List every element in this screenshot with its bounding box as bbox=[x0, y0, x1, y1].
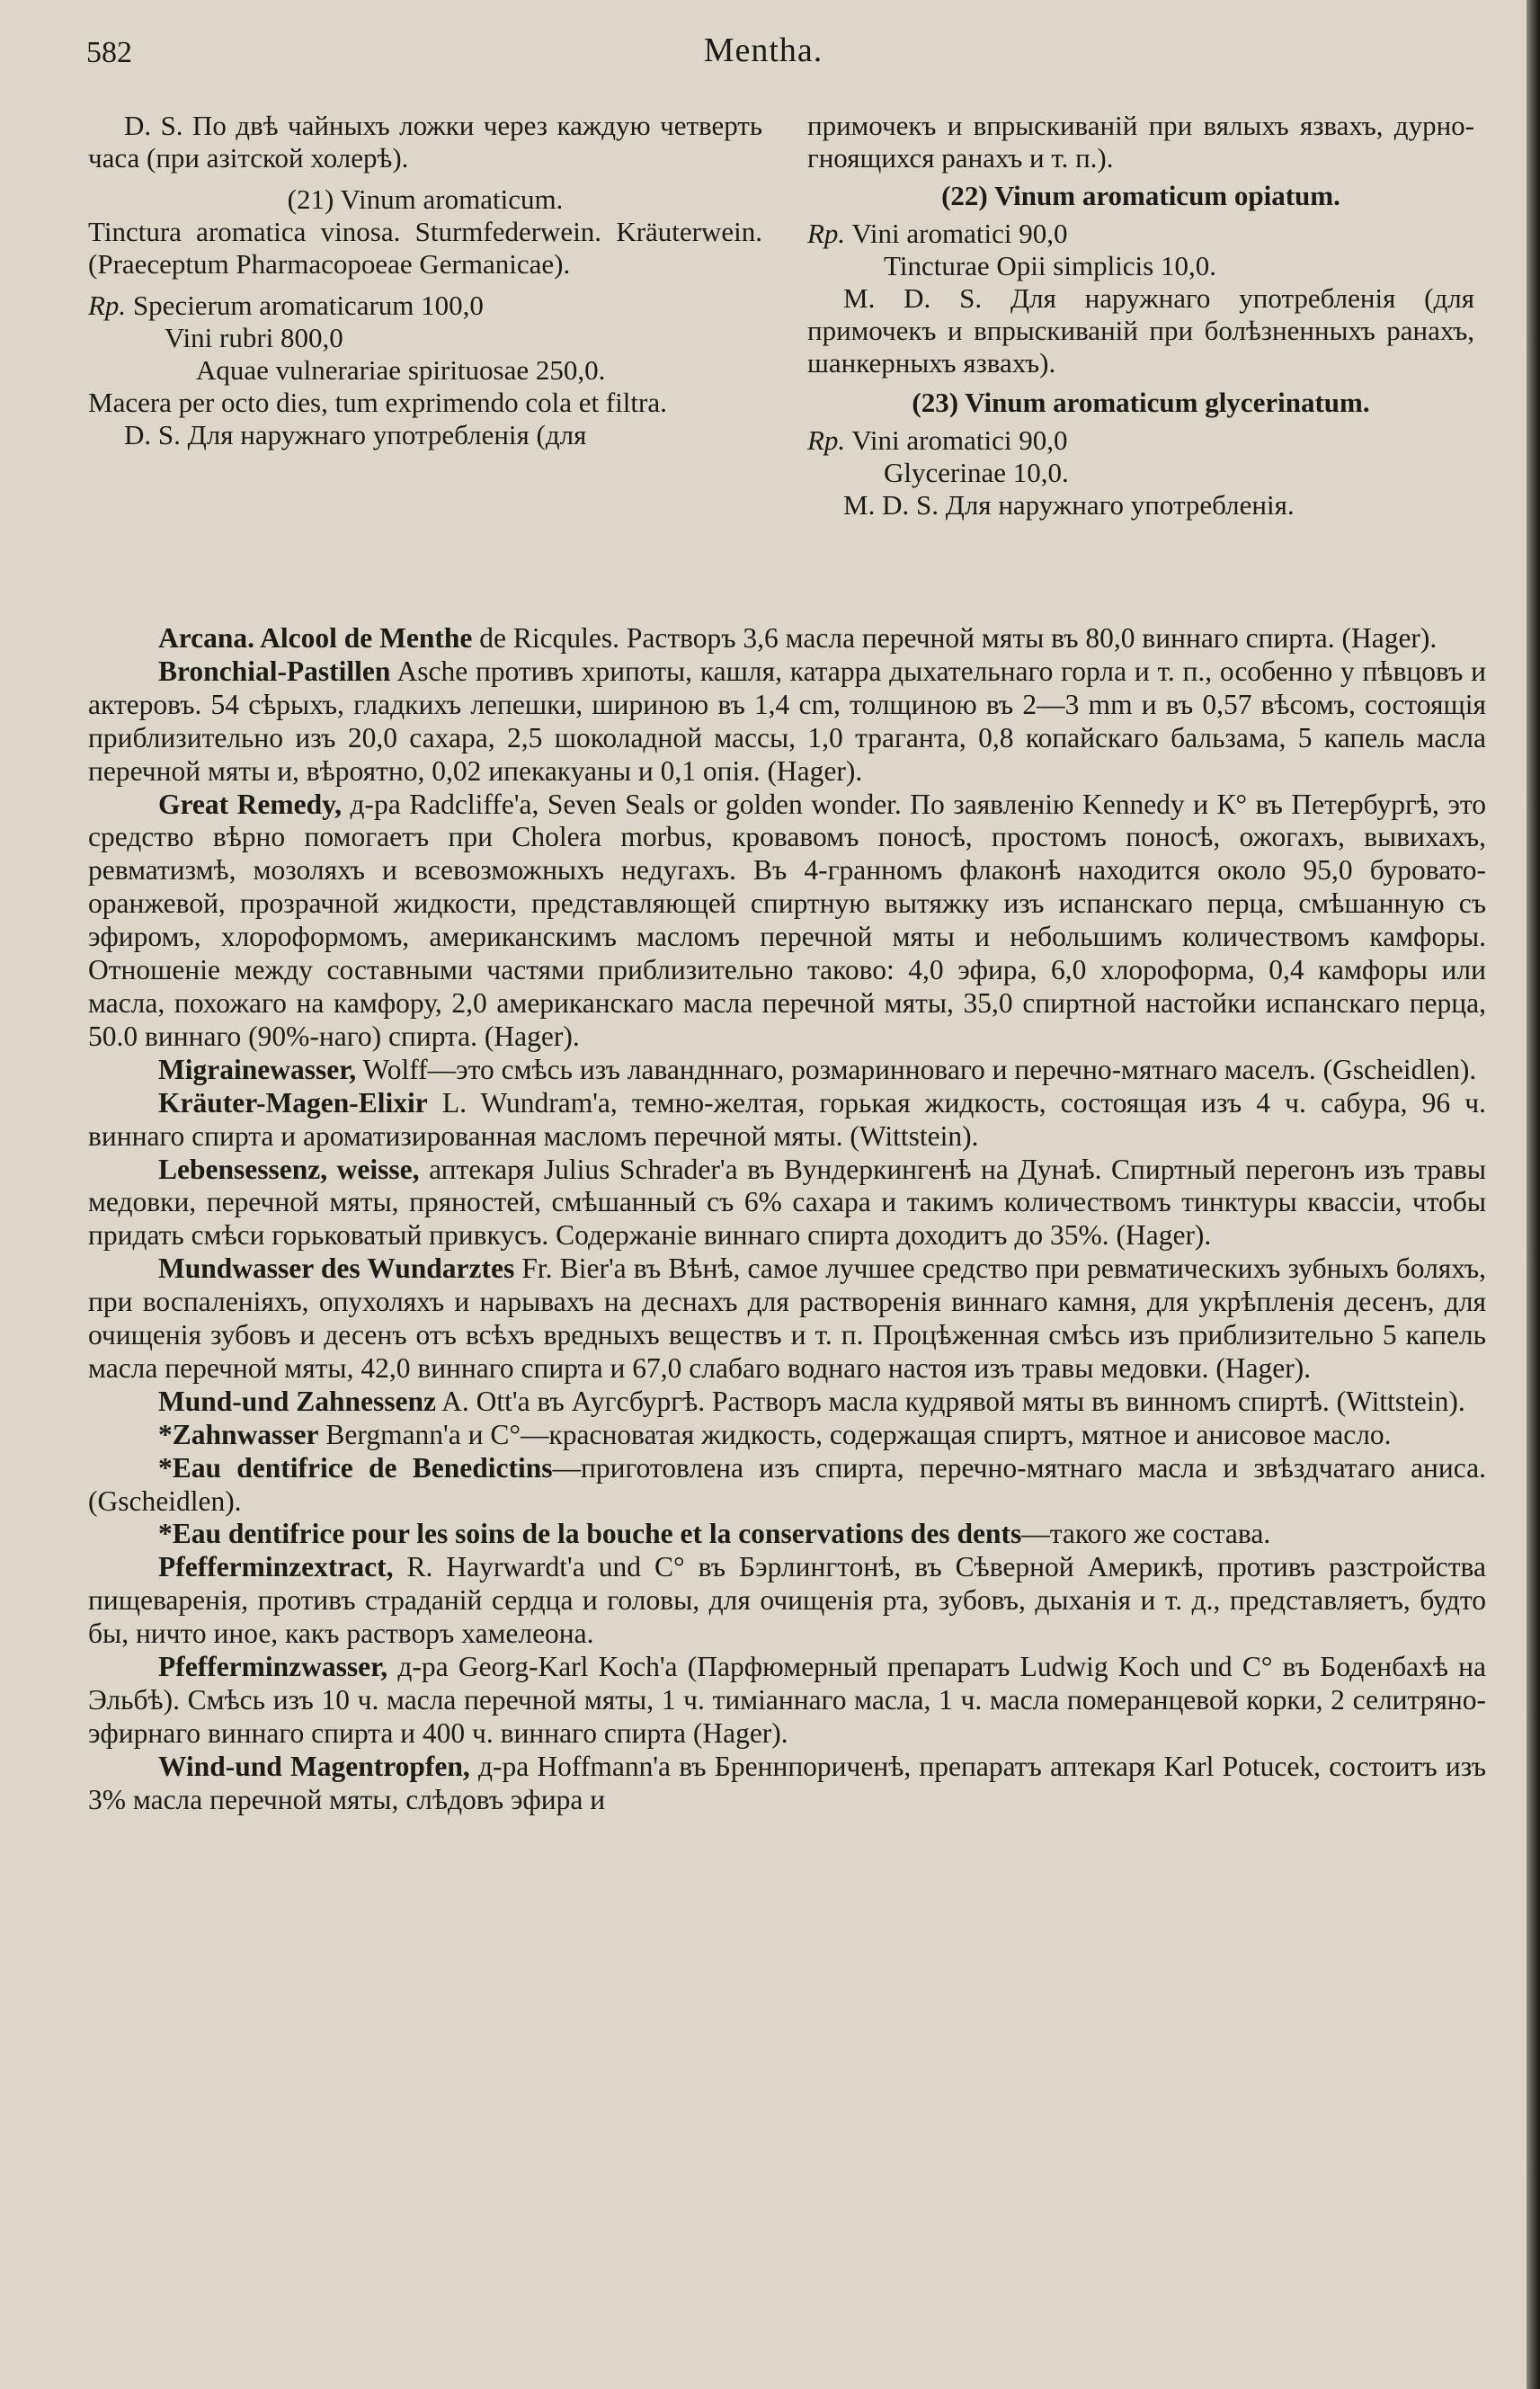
recipe-line bbox=[88, 290, 762, 322]
recipe-ingredient: Specierum aromaticarum 100,0 bbox=[132, 290, 484, 321]
entry-title: Wind-und Magentropfen, bbox=[158, 1750, 470, 1782]
entry bbox=[88, 622, 1486, 655]
recipe-line bbox=[807, 218, 1474, 250]
entry-title: Migrainewasser, bbox=[158, 1053, 357, 1085]
entry-text: —такого же состава. bbox=[1021, 1518, 1271, 1550]
recipe-heading-22: (22) Vinum aromaticum opiatum. bbox=[941, 180, 1340, 211]
entry-text: д-ра Radcliffe'a, Seven Seals or golden wonder. По заявленiю Kennedy и К° въ Петербургѣ, это средство вѣрно помогаетъ при Cholera morbus, кровавомъ поносѣ, простомъ поносѣ, ожогахъ, вывихахъ, ревматизмѣ, мозоляхъ и всевозможныхъ недугахъ. Въ 4-гранномъ флаконѣ находится около 95,0 буровато-оранжевой, прозрачной жидкости, представляющей спиртную вытяжку изъ испанскаго перца, смѣшанную съ эфиромъ, хлороформомъ, американскимъ масломъ перечной мяты и небольшимъ количествомъ камфоры. Отношенiе между составными частями приблизительно таково: 4,0 эфира, 6,0 хлороформа, 0,4 камфоры или масла, похожаго на камфору, 2,0 американскаго масла перечной мяты, 35,0 спиртной настойки испанскаго перца, 50.0 виннаго (90%-наго) спирта. (Hager). bbox=[88, 788, 1486, 1052]
recipe-instruction: Macera per octo dies, tum exprimendo cola et filtra. bbox=[88, 387, 667, 418]
recipe-heading-23: (23) Vinum aromaticum glycerinatum. bbox=[912, 387, 1370, 418]
entry-title: Lebensessenz, weisse, bbox=[158, 1153, 420, 1185]
entry bbox=[88, 1054, 1486, 1087]
entry-title: Bronchial-Pastillen bbox=[158, 655, 391, 687]
entry bbox=[88, 1551, 1486, 1651]
page-number: 582 bbox=[86, 36, 132, 69]
rp-label: Rp. bbox=[88, 290, 127, 321]
entry-title: Pfefferminzextract, bbox=[158, 1551, 394, 1583]
entry-text: д-ра Hoffmann'a въ Бреннпориченѣ, препаратъ аптекаря Karl Potucek, состоитъ изъ 3% масла перечной мяты, слѣдовъ эфира и bbox=[88, 1750, 1486, 1815]
entry-title: *Zahnwasser bbox=[158, 1418, 319, 1450]
entry-title: Mund-und Zahnessenz bbox=[158, 1385, 436, 1417]
recipe-ingredient: Tincturae Opii simplicis 10,0. bbox=[884, 250, 1216, 281]
entry-text: de Ricqules. Растворъ 3,6 масла перечной мяты въ 80,0 виннаго спирта. (Hager). bbox=[472, 622, 1438, 654]
recipe-synonyms: Tinctura aromatica vinosa. Sturmfederwein. Kräuterwein. (Praeceptum Pharmacopoeae Germanicae). bbox=[88, 216, 762, 280]
entry-text: Bergmann'a и С°—красноватая жидкость, содержащая спиртъ, мятное и анисовое масло. bbox=[318, 1418, 1392, 1450]
recipe-ingredient: Aquae vulnerariae spirituosae 250,0. bbox=[196, 354, 606, 386]
book-edge bbox=[1527, 0, 1540, 2389]
arcana-entries bbox=[88, 622, 1486, 1817]
entry bbox=[88, 1452, 1486, 1519]
entry bbox=[88, 1651, 1486, 1751]
right-column bbox=[807, 110, 1474, 521]
rp-label: Rp. bbox=[807, 218, 846, 249]
entry bbox=[88, 655, 1486, 789]
entry-text: R. Hayrwardt'a und C° въ Бэрлингтонѣ, въ Сѣверной Америкѣ, противъ разстройства пищеваренiя, противъ страданiй сердца и головы, для очищенiя рта, зубовъ, дыханiя и т. д., представляетъ, будто бы, ничто иное, какъ растворъ хамелеона. bbox=[88, 1551, 1486, 1650]
entry-text: д-ра Georg-Karl Koch'a (Парфюмерный препаратъ Ludwig Koch und C° въ Боденбахѣ на Эльбѣ). Смѣсь изъ 10 ч. масла перечной мяты, 1 ч. тимiаннаго масла, 1 ч. масла померанцевой корки, 2 селитряно-эфирнаго виннаго спирта и 400 ч. виннаго спирта (Hager). bbox=[88, 1651, 1486, 1749]
usage-continuation: примочекъ и впрыскиванiй при вялыхъ язвахъ, дурно-гноящихся ранахъ и т. п.). bbox=[807, 110, 1474, 174]
entry-title: Pfefferminzwasser, bbox=[158, 1651, 388, 1683]
entry-title: Kräuter-Magen-Elixir bbox=[158, 1086, 428, 1119]
entry bbox=[88, 1419, 1486, 1452]
recipe-ingredient: Glycerinae 10,0. bbox=[884, 457, 1069, 488]
dosage-note: D. S. По двѣ чайныхъ ложки через каждую четверть часа (при азiтской холерѣ). bbox=[88, 110, 762, 174]
entry-text: A. Ott'a въ Аугсбургѣ. Растворъ масла кудрявой мяты въ винномъ спиртѣ. (Wittstein). bbox=[436, 1385, 1465, 1417]
entry bbox=[88, 1087, 1486, 1154]
recipe-heading-21: (21) Vinum aromaticum. bbox=[287, 183, 564, 215]
entry-text: Fr. Bier'a въ Вѣнѣ, самое лучшее средство при ревматическихъ зубныхъ боляхъ, при воспаленiяхъ, опухоляхъ и нарывахъ на деснахъ для растворенiя виннаго камня, для укрѣпленiя десенъ, для очищенiя зубовъ и десенъ отъ всѣхъ вредныхъ веществъ и т. п. Процѣженная смѣсь изъ приблизительно 5 капель масла перечной мяты, 42,0 виннаго спирта и 67,0 слабаго воднаго настоя изъ травы медовки. (Hager). bbox=[88, 1252, 1486, 1384]
entry-text: —приготовлена изъ спирта, перечно-мятнаго масла и звѣздчатаго аниса. (Gscheidlen). bbox=[88, 1451, 1486, 1517]
entry-text: Wolff—это смѣсь изъ лавандннаго, розмаринноваго и перечно-мятнаго маселъ. (Gscheidlen). bbox=[356, 1053, 1477, 1085]
entry-text: L. Wundram'a, темно-желтая, горькая жидкость, состоящая изъ 4 ч. сабура, 96 ч. виннаго спирта и ароматизированная масломъ перечной мяты. (Wittstein). bbox=[88, 1086, 1486, 1152]
entry-title: *Eau dentifrice de Benedictins bbox=[158, 1451, 553, 1484]
entry-title: Arcana. Alcool de Menthe bbox=[158, 622, 473, 654]
recipe-ingredient: Vini aromatici 90,0 bbox=[851, 218, 1068, 249]
entry bbox=[88, 1518, 1486, 1551]
recipe-line bbox=[807, 424, 1474, 457]
recipe-signature: M. D. S. Для наружнаго употребленiя (для примочекъ и впрыскиванiй при болѣзненныхъ ранахъ, шанкерныхъ язвахъ). bbox=[807, 282, 1474, 379]
recipe-signature: M. D. S. Для наружнаго употребленiя. bbox=[843, 489, 1295, 521]
entry-title: *Eau dentifrice pour les soins de la bouche et la conservations des dents bbox=[158, 1518, 1022, 1550]
entry-text: Asche противъ хрипоты, кашля, катарра дыхательнаго горла и т. п., особенно у пѣвцовъ и актеровъ. 54 сѣрыхъ, гладкихъ лепешки, шириною въ 1,4 cm, толщиною въ 2—3 mm и въ 0,57 вѣсомъ, состоящiя приблизительно изъ 20,0 сахара, 2,5 шоколадной массы, 1,0 траганта, 0,8 копайскаго бальзама, 5 капель масла перечной мяты и, вѣроятно, 0,02 ипекакуаны и 0,1 опiя. (Hager). bbox=[88, 655, 1486, 787]
entry-text: аптекаря Julius Schrader'a въ Вундеркингенѣ на Дунаѣ. Спиртный перегонъ изъ травы медовки, перечной мяты, пряностей, смѣшанный съ 6% сахара и такимъ количествомъ тинктуры квассiи, чтобы придать смѣси горьковатый привкусъ. Содержанiе виннаго спирта доходитъ до 35%. (Hager). bbox=[88, 1153, 1486, 1252]
entry bbox=[88, 1751, 1486, 1817]
entry bbox=[88, 1154, 1486, 1253]
recipe-ingredient: Vini aromatici 90,0 bbox=[851, 424, 1068, 456]
entry-title: Great Remedy, bbox=[158, 788, 342, 820]
running-title: Mentha. bbox=[703, 31, 823, 69]
entry-title: Mundwasser des Wundarztes bbox=[158, 1252, 515, 1285]
rp-label: Rp. bbox=[807, 424, 846, 456]
recipe-ingredient: Vini rubri 800,0 bbox=[165, 322, 343, 353]
left-column bbox=[88, 110, 762, 451]
entry bbox=[88, 789, 1486, 1054]
entry bbox=[88, 1252, 1486, 1386]
recipe-signature: D. S. Для наружнаго употребленiя (для bbox=[124, 419, 587, 450]
entry bbox=[88, 1386, 1486, 1419]
